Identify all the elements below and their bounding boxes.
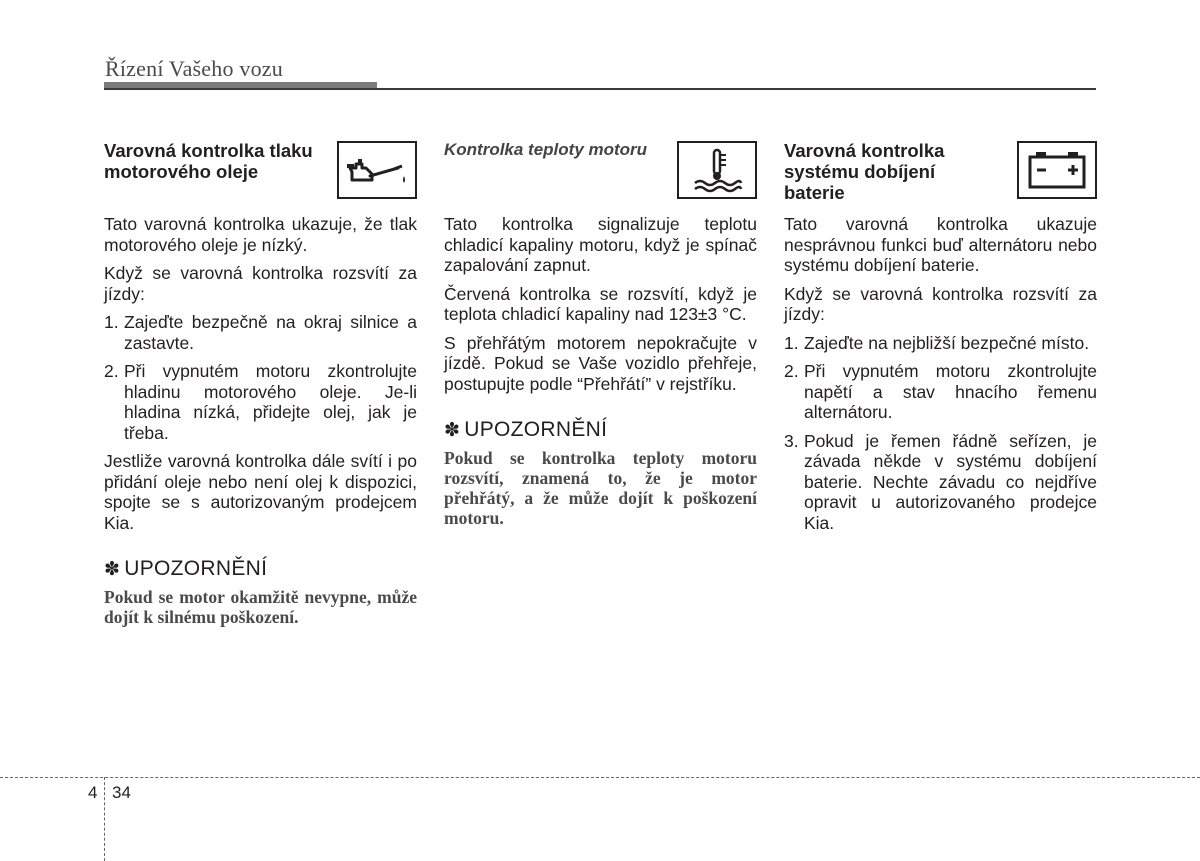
oil-pressure-followup: Jestliže varovná kontrolka dále svítí i po přidání oleje nebo není olej k dispozici, spojte se s autorizovaným prodejcem Kia. xyxy=(104,451,417,533)
list-item xyxy=(784,333,1097,354)
list-text: Při vypnutém motoru zkontrolujte hladinu motorového oleje. Je-li hladina nízká, přidejte olej, jak je třeba. xyxy=(124,361,417,443)
caution-star-icon: ✽ xyxy=(104,559,121,580)
list-item xyxy=(104,361,417,443)
header-rule xyxy=(104,88,1096,90)
caution-text: Pokud se motor okamžitě nevypne, může dojít k silnému poškození. xyxy=(104,587,417,627)
section-header-title: Řízení Vašeho vozu xyxy=(105,56,283,81)
engine-temperature-red: Červená kontrolka se rozsvítí, když je teplota chladicí kapaliny nad 123±3 °C. xyxy=(444,283,757,324)
list-number: 2. xyxy=(784,361,799,381)
oil-pressure-heading: Varovná kontrolka tlaku motorového oleje xyxy=(104,140,313,182)
list-text: Zajeďte bezpečně na okraj silnice a zastavte. xyxy=(124,312,417,353)
footer-vertical-divider xyxy=(104,777,105,861)
list-item xyxy=(784,431,1097,534)
list-text: Pokud je řemen řádně seřízen, je závada někde v systému dobíjení baterie. Nechte závadu co nejdříve opravit u autorizovaného prodejce Kia. xyxy=(804,430,1097,533)
battery-charging-intro: Tato varovná kontrolka ukazuje nesprávnou funkci buď alternátoru nebo systému dobíjení baterie. xyxy=(784,214,1097,275)
engine-temperature-intro: Tato kontrolka signalizuje teplotu chladicí kapaliny motoru, když je spínač zapalování zapnut. xyxy=(444,214,757,275)
battery-charging-when: Když se varovná kontrolka rozsvítí za jízdy: xyxy=(784,283,1097,324)
caution-heading xyxy=(444,418,757,442)
oil-pressure-when: Když se varovná kontrolka rozsvítí za jízdy: xyxy=(104,263,417,304)
engine-temperature-heading: Kontrolka teploty motoru xyxy=(444,140,648,159)
engine-temperature-section xyxy=(444,140,757,528)
oil-pressure-intro: Tato varovná kontrolka ukazuje, že tlak motorového oleje je nízký. xyxy=(104,214,417,255)
chapter-number: 4 xyxy=(88,783,98,802)
caution-star-icon: ✽ xyxy=(444,420,461,441)
list-item xyxy=(104,312,417,353)
battery-icon xyxy=(1017,141,1097,199)
caution-heading xyxy=(104,557,417,581)
list-number: 1. xyxy=(784,332,799,353)
page-number: 34 xyxy=(112,783,131,802)
oil-pressure-section xyxy=(104,140,417,627)
oil-can-icon xyxy=(337,141,417,199)
list-number: 3. xyxy=(784,430,799,451)
footer-divider xyxy=(0,777,1200,778)
caution-title: UPOZORNĚNÍ xyxy=(464,418,608,441)
coolant-temperature-icon xyxy=(677,141,757,199)
battery-charging-section xyxy=(784,140,1097,541)
list-text: Při vypnutém motoru zkontrolujte napětí a stav hnacího řemenu alternátoru. xyxy=(804,361,1097,422)
list-number: 1. xyxy=(104,312,119,332)
list-text: Zajeďte na nejbližší bezpečné místo. xyxy=(804,332,1090,353)
caution-title: UPOZORNĚNÍ xyxy=(124,557,268,580)
caution-text: Pokud se kontrolka teploty motoru rozsvítí, znamená to, že je motor přehřátý, a že může dojít k poškození motoru. xyxy=(444,448,757,528)
battery-charging-heading: Varovná kontrolka systému dobíjení baterie xyxy=(784,140,945,203)
list-item xyxy=(784,361,1097,423)
list-number: 2. xyxy=(104,361,119,381)
engine-temperature-overheat: S přehřátým motorem nepokračujte v jízdě. Pokud se Vaše vozidlo přehřeje, postupujte podle “Přehřátí” v rejstříku. xyxy=(444,332,757,394)
